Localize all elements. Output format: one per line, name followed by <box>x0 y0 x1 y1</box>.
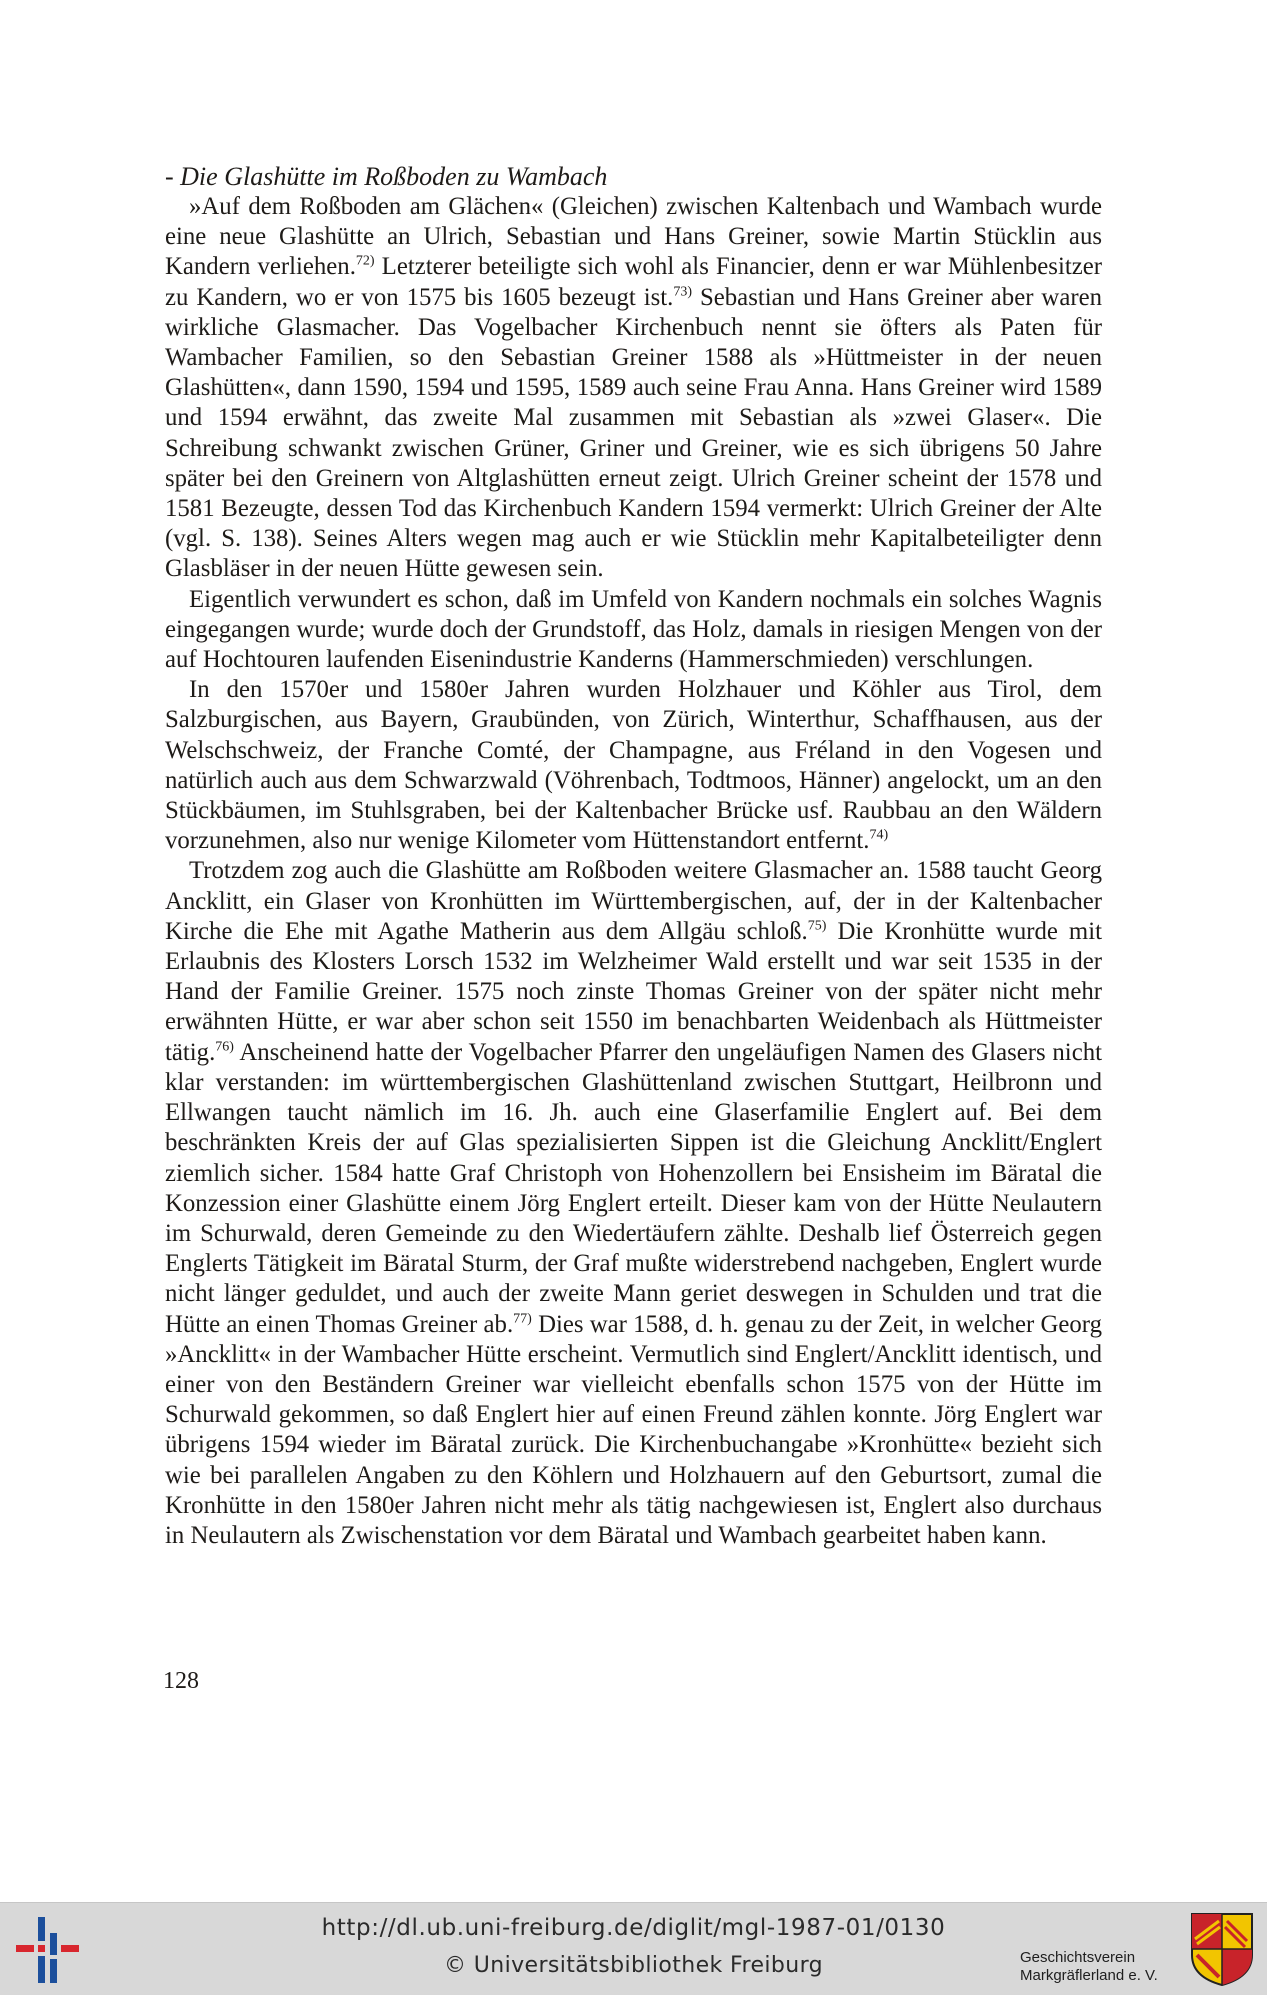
paragraph-text: Eigentlich verwundert es schon, daß im Umfeld von Kandern nochmals ein solches Wagnis eingegangen wurde; wurde doch der Grundstoff, das Holz, damals in riesigen Mengen von der auf Hochtouren laufenden Eisenindustrie Kanderns (Hammerschmieden) verschlungen. <box>165 585 1102 674</box>
society-name-line2: Markgräflerland e. V. <box>1020 1967 1158 1984</box>
footer-url[interactable]: http://dl.ub.uni-freiburg.de/diglit/mgl-1987-01/0130 <box>321 1915 946 1941</box>
society-name <box>1020 1949 1195 1985</box>
footnote-marker: 76) <box>215 1039 234 1055</box>
society-name-line1: Geschichtsverein <box>1020 1949 1136 1966</box>
footer-copyright: © Universitätsbibliothek Freiburg <box>443 1953 824 1978</box>
paragraph <box>165 675 1102 856</box>
paragraph-text: Sebastian und Hans Greiner aber waren wirkliche Glasmacher. Das Vogelbacher Kirchenbuch nennt sie öfters als Paten für Wambacher Familien, so den Sebastian Greiner 1588 als »Hüttmeister in der neuen Glashütten«, dann 1590, 1594 und 1595, 1589 auch seine Frau Anna. Hans Greiner wird 1589 und 1594 erwähnt, das zweite Mal zusammen mit Sebastian als »zwei Glaser«. Die Schreibung schwankt zwischen Grüner, Griner und Greiner, wie es sich übrigens 50 Jahre später bei den Greinern von Altglashütten erneut zeigt. Ulrich Greiner scheint der 1578 und 1581 Bezeugte, dessen Tod das Kirchenbuch Kandern 1594 vermerkt: Ulrich Greiner der Alte (vgl. S. 138). Seines Alters wegen mag auch er wie Stücklin mehr Kapitalbeteiligter denn Glasbläser in der neuen Hütte gewesen sein. <box>165 283 1103 583</box>
footnote-marker: 72) <box>355 254 375 270</box>
text-block <box>165 162 1102 1551</box>
paragraph-text: In den 1570er und 1580er Jahren wurden Holzhauer und Köhler aus Tirol, dem Salzburgischen, aus Bayern, Graubünden, von Zürich, Winterthur, Schaffhausen, aus der Welschschweiz, der Franche Comté, der Champagne, aus Fréland in den Vogesen und natürlich auch aus dem Schwarzwald (Vöhrenbach, Todtmoos, Hänner) angelockt, um an den Stückbäumen, im Stuhlsgraben, bei der Kaltenbacher Brücke usf. Raubbau an den Wäldern vorzunehmen, also nur wenige Kilometer vom Hüttenstandort entfernt. <box>165 676 1102 855</box>
body-text <box>165 192 1102 1551</box>
paragraph <box>165 192 1102 585</box>
paragraph-text: »Auf dem Roßboden am Glächen« (Gleichen) zwischen Kaltenbach und Wambach wurde eine neue Glashütte an Ulrich, Sebastian und Hans Greiner, sowie Martin Stücklin aus Kandern verliehen. <box>165 193 1102 281</box>
paragraph-text: Letzterer beteiligte sich wohl als Financier, denn er war Mühlenbesitzer zu Kandern, wo er von 1575 bis 1605 bezeugt ist. <box>165 253 1102 311</box>
footer-bar <box>0 1902 1267 1995</box>
society-crest-icon <box>1189 1911 1255 1987</box>
page-number: 128 <box>163 1668 199 1694</box>
footnote-marker: 75) <box>807 918 827 934</box>
paragraph-text: Dies war 1588, d. h. genau zu der Zeit, in welcher Georg »Ancklitt« in der Wambacher Hütte erscheint. Vermutlich sind Englert/Ancklitt identisch, und einer von den Beständern Greiner war vielleicht ebenfalls schon 1575 von der Hütte im Schurwald gekommen, so daß Englert hier auf einen Freund zählen konnte. Jörg Englert war übrigens 1594 wieder im Bäratal zurück. Die Kirchenbuchangabe »Kronhütte« bezieht sich wie bei parallelen Angaben zu den Köhlern und Holzhauern auf den Geburtsort, zumal die Kronhütte in den 1580er Jahren nicht mehr als tätig nachgewiesen ist, Englert also durchaus in Neulautern als Zwischenstation vor dem Bäratal und Wambach gearbeitet haben kann. <box>165 1310 1102 1549</box>
footnote-marker: 77) <box>513 1311 532 1327</box>
paragraph-text: Trotzdem zog auch die Glashütte am Roßboden weitere Glasmacher an. 1588 taucht Georg Ancklitt, ein Glaser von Kronhütten im Württembergischen, auf, der in der Kaltenbacher Kirche die Ehe mit Agathe Matherin aus dem Allgäu schloß. <box>165 857 1102 945</box>
footnote-marker: 73) <box>673 284 693 300</box>
footnote-marker: 74) <box>869 828 889 843</box>
paragraph-text: Die Kronhütte wurde mit Erlaubnis des Klosters Lorsch 1532 im Welzheimer Wald erstellt und war seit 1535 in der Hand der Familie Greiner. 1575 noch zinste Thomas Greiner von der später nicht mehr erwähnten Hütte, er war aber schon seit 1550 im benachbarten Weidenbach als Hüttmeister tätig. <box>165 917 1102 1066</box>
paragraph <box>165 585 1102 676</box>
paragraph <box>165 856 1102 1551</box>
paragraph-text: Anscheinend hatte der Vogelbacher Pfarrer den ungeläufigen Namen des Glasers nicht klar verstanden: im württembergischen Glashüttenland zwischen Stuttgart, Heilbronn und Ellwangen taucht nämlich im 16. Jh. auch eine Glaserfamilie Englert auf. Bei dem beschränkten Kreis der auf Glas spezialisierten Sippen ist die Gleichung Ancklitt/Englert ziemlich sicher. 1584 hatte Graf Christoph von Hohenzollern bei Ensisheim im Bäratal die Konzession einer Glashütte einem Jörg Englert erteilt. Dieser kam von der Hütte Neulautern im Schurwald, deren Gemeinde zu den Wiedertäufern zählte. Deshalb lief Österreich gegen Englerts Tätigkeit im Bäratal Sturm, der Graf mußte widerstrebend nachgeben, Englert wurde nicht länger geduldet, und auch der zweite Mann geriet deswegen in Schulden und trat die Hütte an einen Thomas Greiner ab. <box>165 1038 1102 1338</box>
section-heading: - Die Glashütte im Roßboden zu Wambach <box>165 162 608 191</box>
